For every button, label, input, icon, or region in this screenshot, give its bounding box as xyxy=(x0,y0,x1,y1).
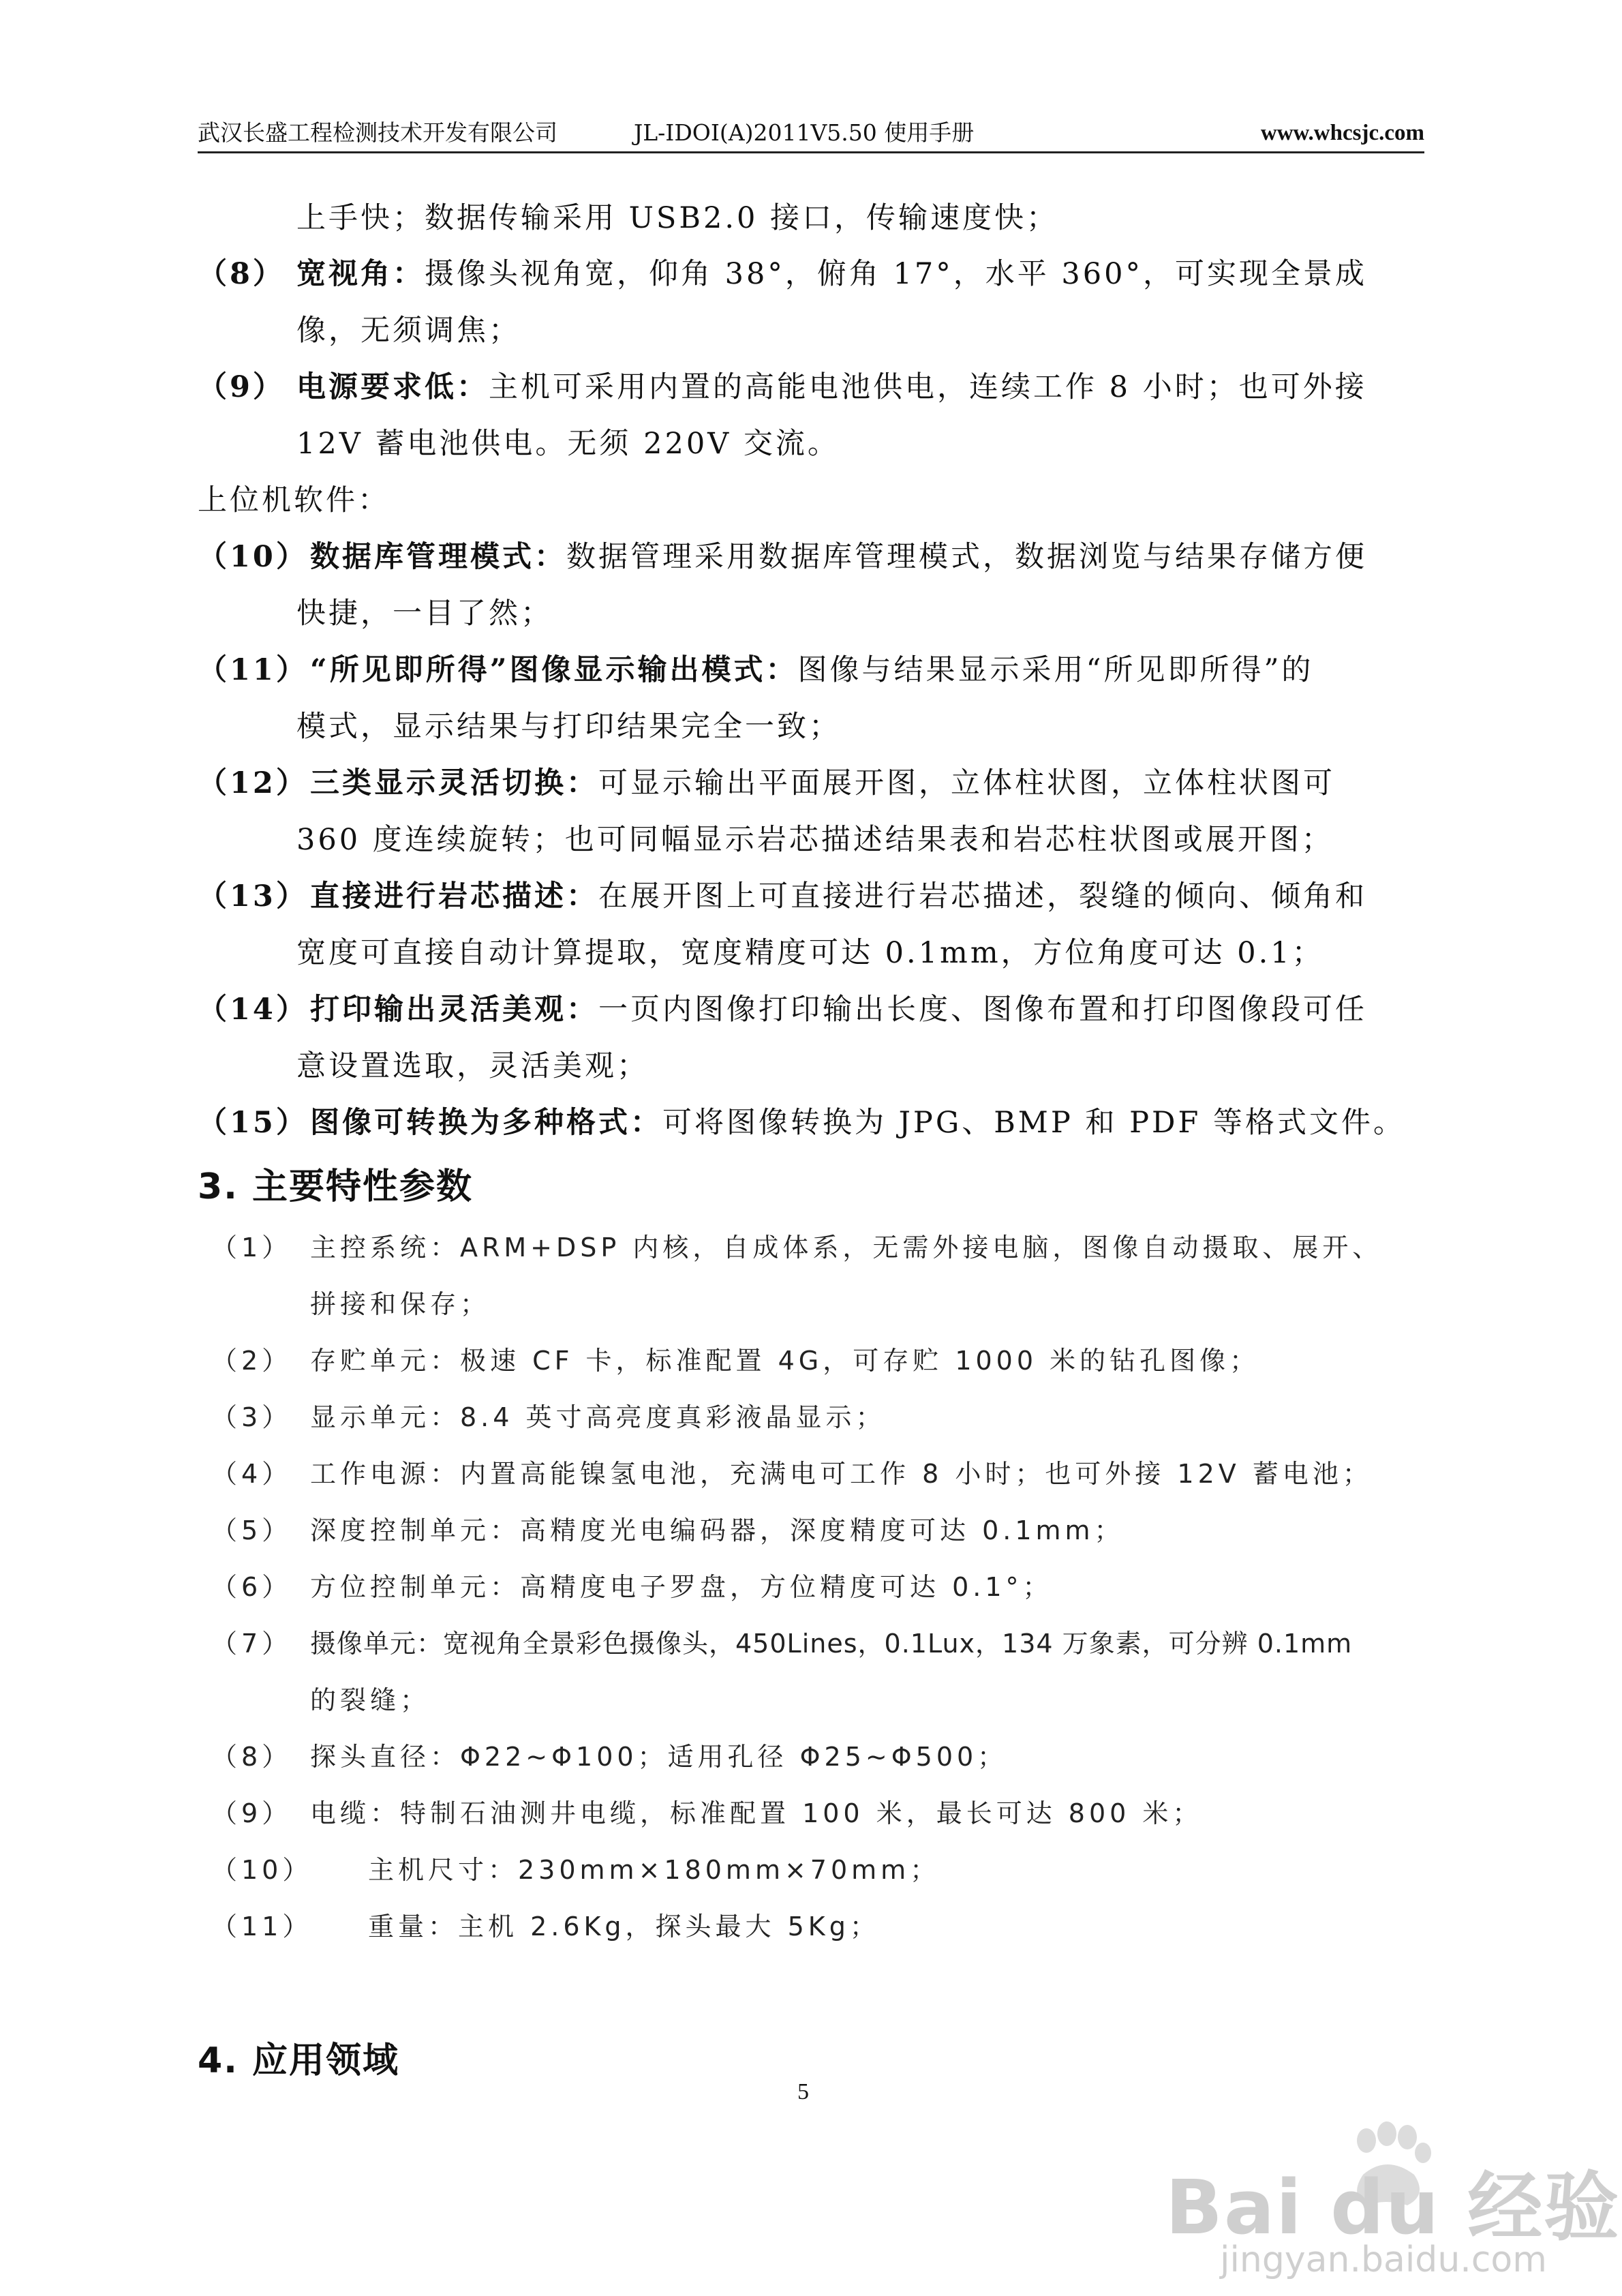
list-item: （8） 宽视角：摄像头视角宽，仰角 38°，俯角 17°，水平 360°，可实现全景成 xyxy=(198,257,1368,291)
page-header xyxy=(198,115,1424,153)
baidu-watermark xyxy=(1159,2100,1621,2284)
page-number: 5 xyxy=(797,2079,809,2104)
watermark-url: jingyan.baidu.com xyxy=(1220,2239,1547,2280)
section-3-title: 3. 主要特性参数 xyxy=(198,1166,474,1207)
watermark-brand: Bai du 经验 xyxy=(1165,2164,1621,2251)
header-manual-title: JL-IDOI(A)2011V5.50 使用手册 xyxy=(634,119,975,146)
header-company: 武汉长盛工程检测技术开发有限公司 xyxy=(198,119,557,146)
section-4-title: 4. 应用领域 xyxy=(198,2040,400,2081)
header-website: www.whcsjc.com xyxy=(1260,121,1424,145)
